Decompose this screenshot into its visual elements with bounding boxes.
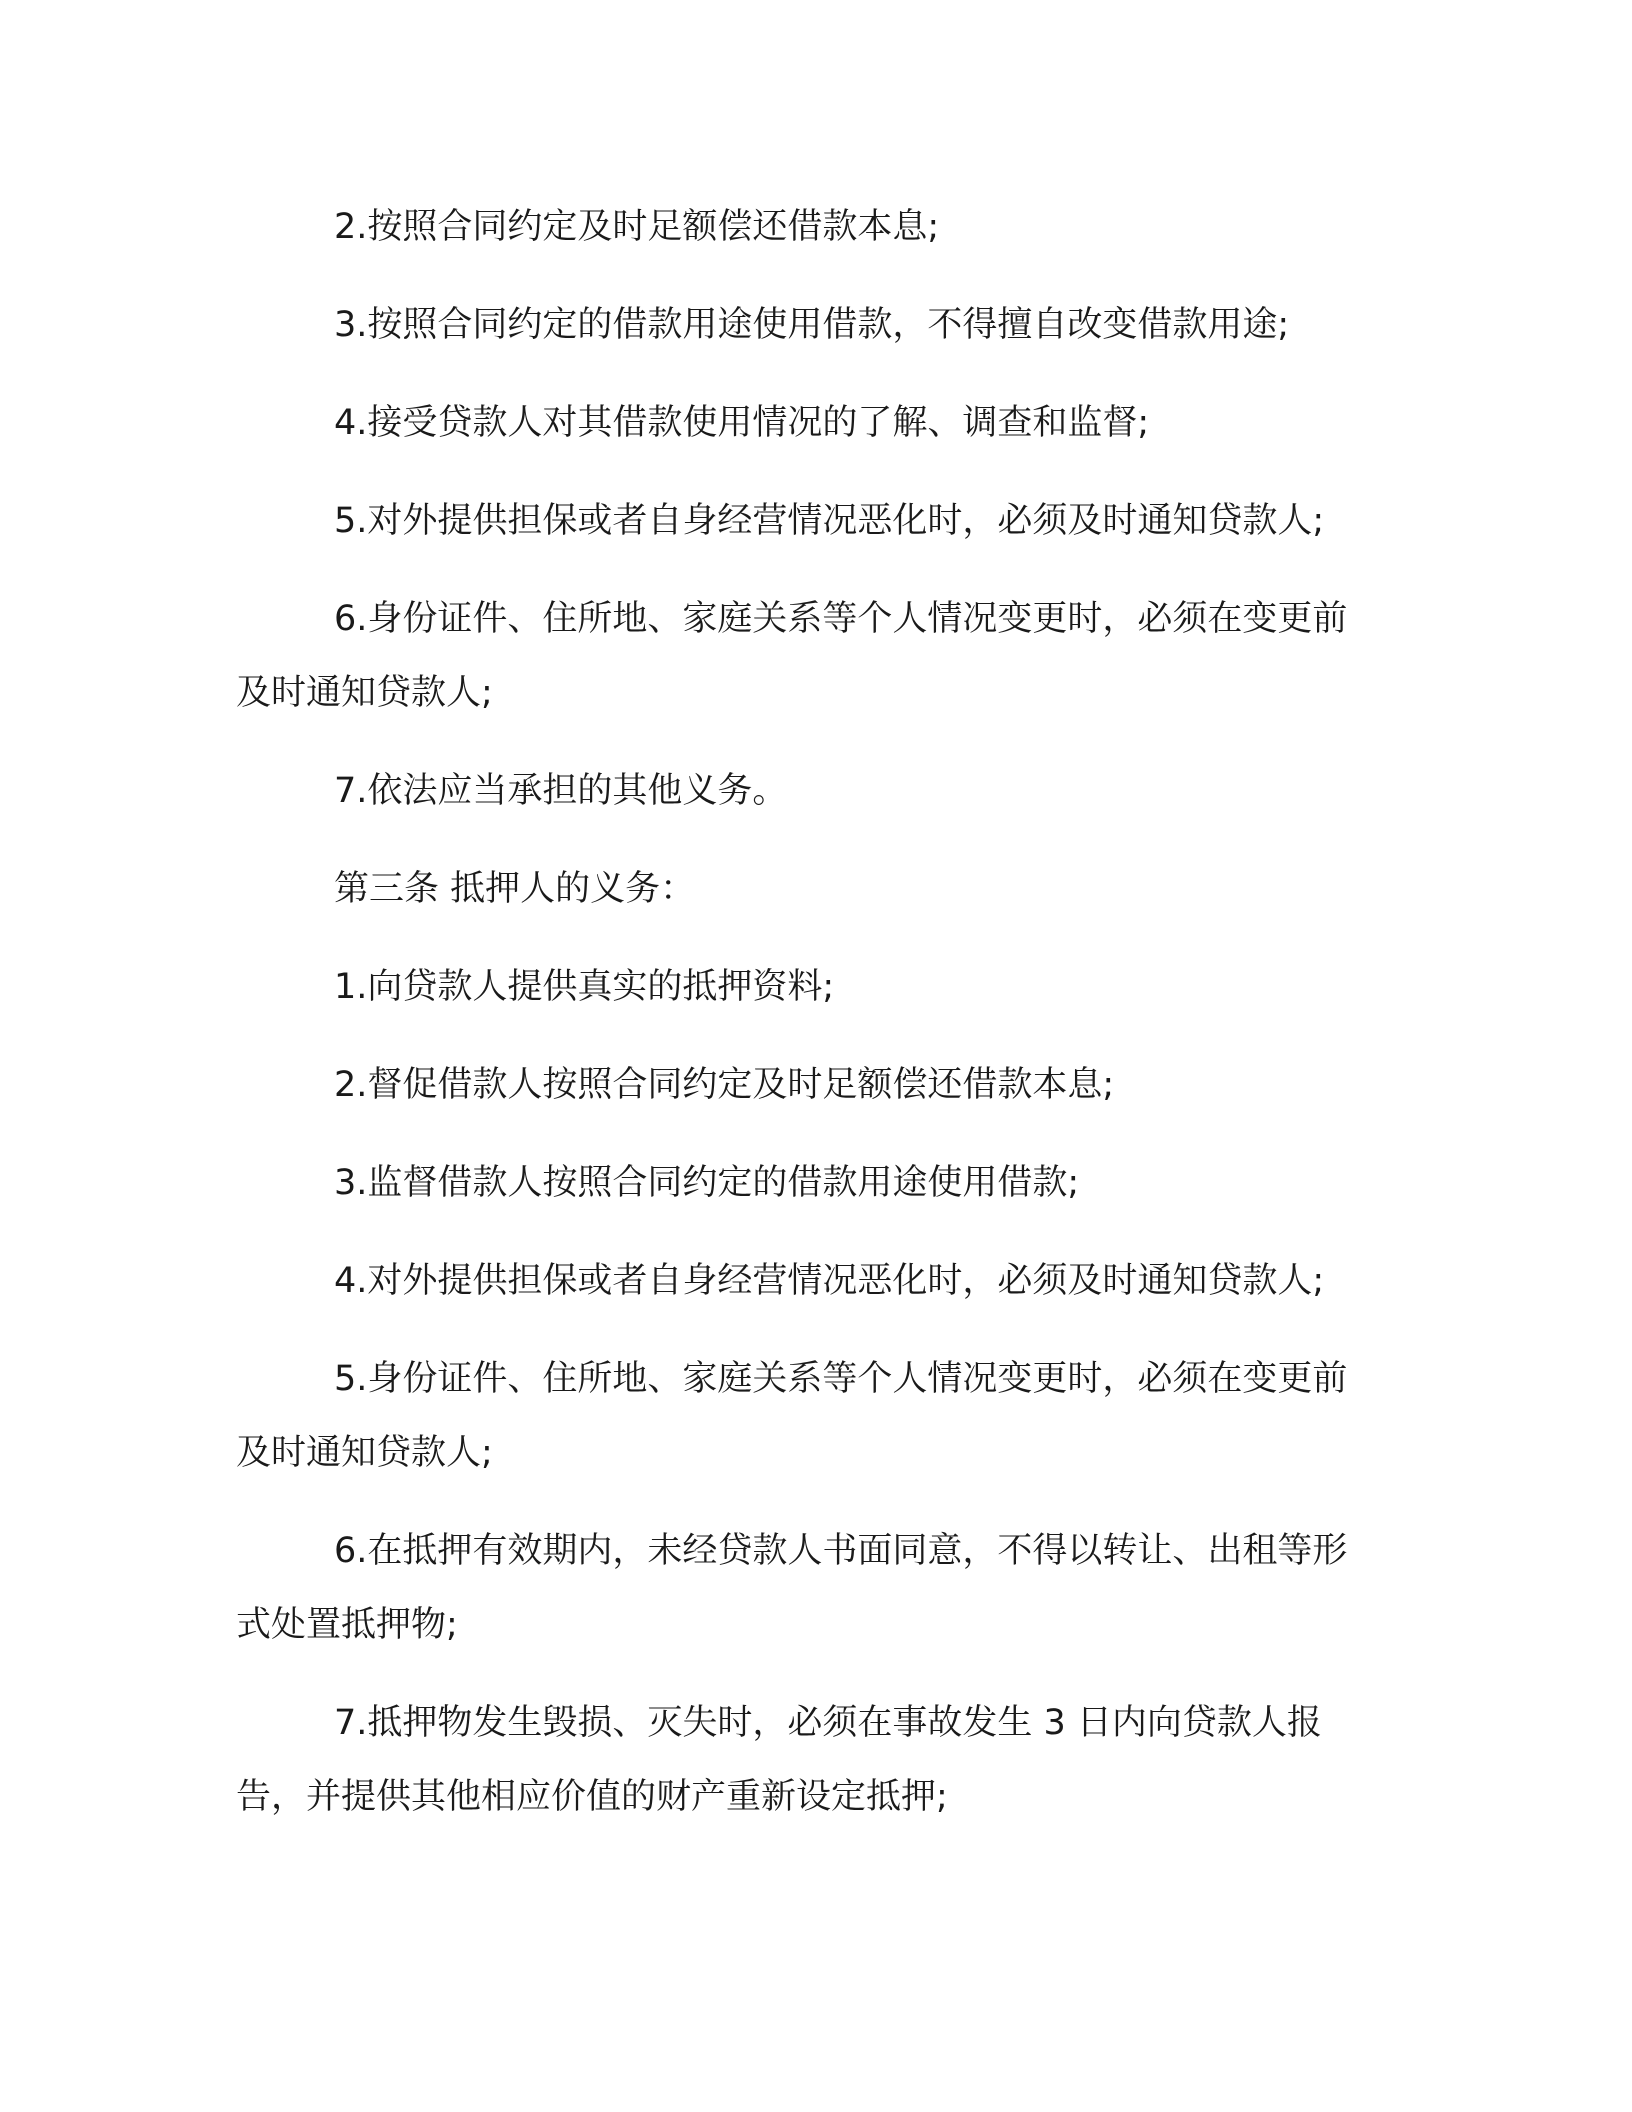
borrower-obligation-7: 7.依法应当承担的其他义务。 [334,771,788,811]
borrower-obligation-2: 2.按照合同约定及时足额偿还借款本息; [334,207,940,247]
mortgagor-obligation-1: 1.向贷款人提供真实的抵押资料; [334,967,835,1007]
borrower-obligation-4: 4.接受贷款人对其借款使用情况的了解、调查和监督; [334,403,1150,443]
document-body [236,190,1376,1858]
borrower-obligation-3: 3.按照合同约定的借款用途使用借款，不得擅自改变借款用途; [334,305,1290,345]
mortgagor-obligation-7: 7.抵押物发生毁损、灭失时，必须在事故发生 3 日内向贷款人报告，并提供其他相应价值的财产重新设定抵押; [236,1703,1322,1817]
mortgagor-obligation-5: 5.身份证件、住所地、家庭关系等个人情况变更时，必须在变更前及时通知贷款人; [236,1359,1348,1473]
borrower-obligation-5: 5.对外提供担保或者自身经营情况恶化时，必须及时通知贷款人; [334,501,1325,541]
mortgagor-obligation-3: 3.监督借款人按照合同约定的借款用途使用借款; [334,1163,1080,1203]
article-3-heading: 第三条 抵押人的义务： [334,869,696,909]
borrower-obligation-6: 6.身份证件、住所地、家庭关系等个人情况变更时，必须在变更前及时通知贷款人; [236,599,1348,713]
mortgagor-obligation-2: 2.督促借款人按照合同约定及时足额偿还借款本息; [334,1065,1115,1105]
mortgagor-obligation-4: 4.对外提供担保或者自身经营情况恶化时，必须及时通知贷款人; [334,1261,1325,1301]
mortgagor-obligation-6: 6.在抵押有效期内，未经贷款人书面同意，不得以转让、出租等形式处置抵押物; [236,1531,1348,1645]
